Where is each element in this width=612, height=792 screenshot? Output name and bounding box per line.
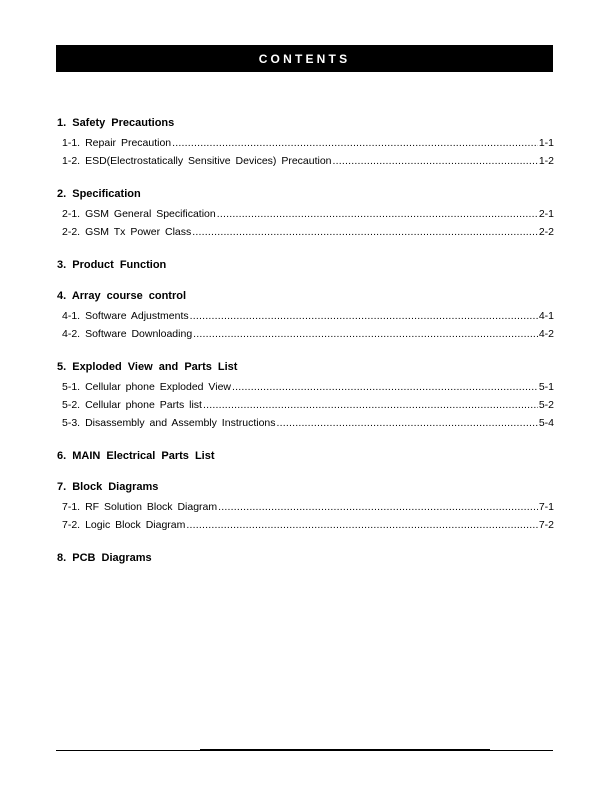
toc-entry-page: 2-2	[538, 226, 554, 238]
toc-section-title[interactable]: 2. Specification	[57, 188, 141, 200]
toc-entry[interactable]	[57, 205, 554, 223]
toc-entry-page: 7-2	[538, 519, 554, 531]
toc-entry-title: Disassembly and Assembly Instructions	[85, 417, 276, 429]
footer-rule-accent	[200, 749, 490, 751]
dot-leader	[193, 325, 538, 343]
dot-leader	[192, 223, 538, 241]
dot-leader	[232, 378, 538, 396]
toc-entry[interactable]	[57, 152, 554, 170]
toc-entry-page: 4-1	[538, 310, 554, 322]
toc-entry-number: 1-1.	[62, 137, 81, 149]
toc-section	[57, 289, 554, 343]
toc-entry-title: Cellular phone Exploded View	[85, 381, 231, 393]
dot-leader	[172, 134, 538, 152]
toc-section	[57, 449, 554, 463]
toc-entry-page: 5-4	[538, 417, 554, 429]
contents-header-bar	[56, 45, 553, 72]
toc-entry-number: 5-2.	[62, 399, 81, 411]
toc-entry-title: Logic Block Diagram	[85, 519, 186, 531]
toc-entry-page: 7-1	[538, 501, 554, 513]
toc-section	[57, 480, 554, 534]
toc-entry-number: 1-2.	[62, 155, 81, 167]
toc-section-title[interactable]: 3. Product Function	[57, 259, 167, 271]
toc-entry[interactable]	[57, 516, 554, 534]
toc-entry-page: 4-2	[538, 328, 554, 340]
toc-entry[interactable]	[57, 134, 554, 152]
toc-entry-number: 2-1.	[62, 208, 81, 220]
toc-entry[interactable]	[57, 498, 554, 516]
toc-entry-title: GSM General Specification	[85, 208, 216, 220]
toc-section	[57, 116, 554, 170]
toc-section	[57, 551, 554, 565]
toc-section	[57, 258, 554, 272]
toc-section-title[interactable]: 7. Block Diagrams	[57, 481, 159, 493]
toc-entry-title: ESD(Electrostatically Sensitive Devices) Precaution	[85, 155, 332, 167]
dot-leader	[333, 152, 538, 170]
dot-leader	[190, 307, 538, 325]
dot-leader	[277, 414, 538, 432]
toc-entry[interactable]	[57, 223, 554, 241]
toc-entry-number: 5-3.	[62, 417, 81, 429]
toc-entry-title: RF Solution Block Diagram	[85, 501, 218, 513]
contents-title: CONTENTS	[258, 51, 351, 66]
toc-entry[interactable]	[57, 378, 554, 396]
toc-entry-page: 1-2	[538, 155, 554, 167]
toc-entry[interactable]	[57, 396, 554, 414]
toc-entry-title: Repair Precaution	[85, 137, 172, 149]
toc-section-title[interactable]: 1. Safety Precautions	[57, 117, 175, 129]
dot-leader	[218, 498, 538, 516]
toc-entry[interactable]	[57, 414, 554, 432]
toc-section	[57, 360, 554, 432]
toc-section-title[interactable]: 8. PCB Diagrams	[57, 552, 152, 564]
toc-section-title[interactable]: 6. MAIN Electrical Parts List	[57, 450, 215, 462]
toc-entry-page: 1-1	[538, 137, 554, 149]
toc-entry-number: 4-1.	[62, 310, 81, 322]
toc-entry-number: 2-2.	[62, 226, 81, 238]
table-of-contents	[57, 116, 554, 582]
toc-entry-number: 5-1.	[62, 381, 81, 393]
toc-entry[interactable]	[57, 307, 554, 325]
toc-entry-title: Software Adjustments	[85, 310, 189, 322]
toc-entry-title: GSM Tx Power Class	[85, 226, 192, 238]
dot-leader	[186, 516, 537, 534]
toc-section-title[interactable]: 5. Exploded View and Parts List	[57, 361, 238, 373]
dot-leader	[217, 205, 538, 223]
toc-entry-page: 5-1	[538, 381, 554, 393]
dot-leader	[203, 396, 538, 414]
toc-entry-number: 7-1.	[62, 501, 81, 513]
toc-entry-title: Software Downloading	[85, 328, 193, 340]
toc-entry-number: 4-2.	[62, 328, 81, 340]
toc-entry-number: 7-2.	[62, 519, 81, 531]
toc-entry[interactable]	[57, 325, 554, 343]
toc-entry-page: 5-2	[538, 399, 554, 411]
toc-entry-page: 2-1	[538, 208, 554, 220]
toc-entry-title: Cellular phone Parts list	[85, 399, 202, 411]
toc-section	[57, 187, 554, 241]
toc-section-title[interactable]: 4. Array course control	[57, 290, 187, 302]
